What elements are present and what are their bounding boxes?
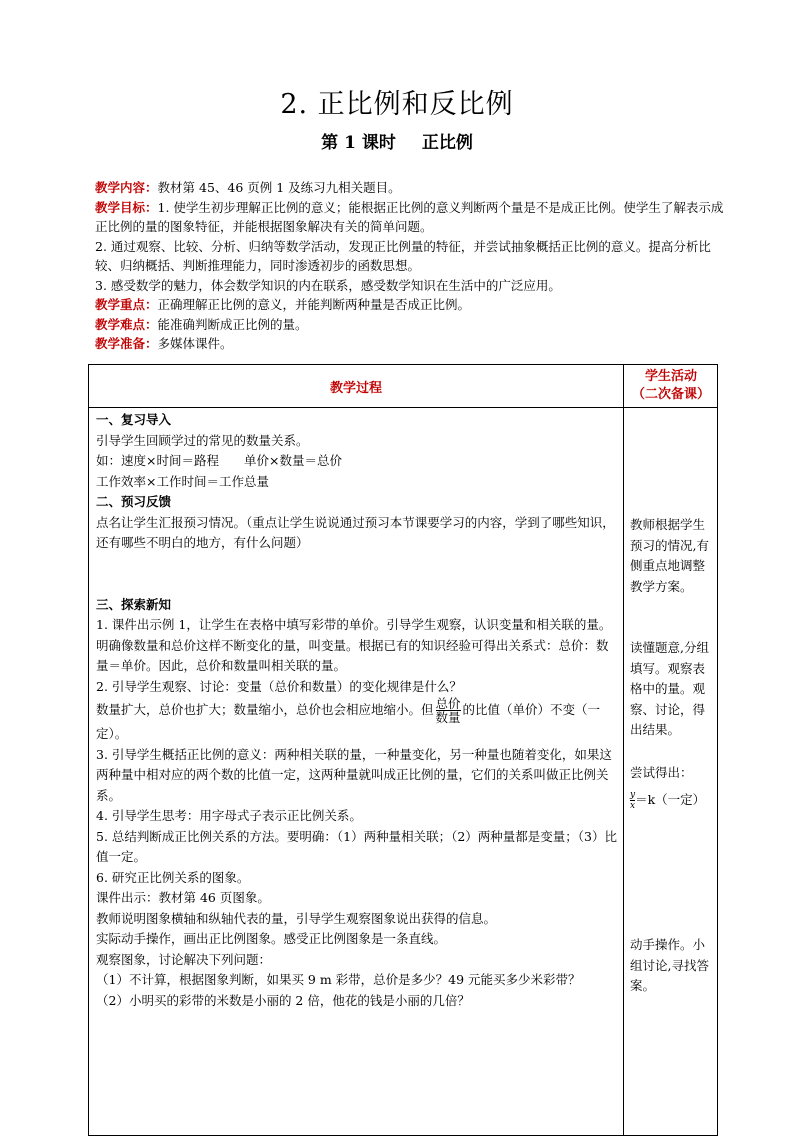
content-text: 教材第 45、46 页例 1 及练习九相关题目。 <box>157 180 401 195</box>
goal-1: 1. 使学生初步理解正比例的意义；能根据正比例的意义判断两个量是不是成正比例。使学生了解表示成正比例的量的图象特征，并能根据图象解决有关的简单问题。 <box>95 199 724 234</box>
explore-step-9: 实际动手操作，画出正比例图象。感受正比例图象是一条直线。 <box>96 931 447 946</box>
column-divider <box>623 365 624 1135</box>
key-label: 教学重点： <box>95 297 158 312</box>
review-line-3: 工作效率×工作时间＝工作总量 <box>96 473 269 489</box>
explore-step-4: 4. 引导学生思考：用字母式子表示正比例关系。 <box>96 808 362 823</box>
header-activity <box>624 368 718 404</box>
explore-step-1: 1. 课件出示例 1，让学生在表格中填写彩带的单价。引导学生观察，认识变量和相关联的量。 明确像数量和总价这样不断变化的量，叫变量。根据已有的知识经验可得出关系式：总价：数量＝单价。因此，总价和数量叫相关联的量。 <box>96 617 612 673</box>
explore-step-7: 课件出示：教材第 46 页图象。 <box>96 890 270 905</box>
content-label: 教学内容： <box>95 180 158 195</box>
activity-note-1: 教师根据学生预习的情况,有侧重点地调整教学方案。 <box>630 517 709 594</box>
process-column <box>96 410 618 1011</box>
prep-label: 教学准备： <box>95 336 158 351</box>
explore-step-5: 5. 总结判断成正比例关系的方法。要明确：（1）两种量相关联；（2）两种量都是变量；（3）比值一定。 <box>96 828 618 864</box>
difficulty-text: 能准确判断成正比例的量。 <box>157 316 308 332</box>
goal-label: 教学目标： <box>95 199 158 215</box>
formula-rest: ＝k（一定） <box>635 791 706 807</box>
prep-text: 多媒体课件。 <box>157 336 233 351</box>
price-quantity-fraction <box>436 697 461 724</box>
header-activity-line2: （二次备课） <box>631 387 710 402</box>
spacer <box>96 554 618 595</box>
review-line-1: 引导学生回顾学过的常见的数量关系。 <box>96 432 309 448</box>
formula-numerator: y <box>630 789 636 800</box>
section-explore-title: 三、探索新知 <box>96 596 172 612</box>
lesson-number: 第 1 课时 <box>321 133 396 153</box>
ratio-formula <box>630 790 714 811</box>
difficulty-label: 教学难点： <box>95 316 158 332</box>
explore-step-2b <box>96 697 618 745</box>
explore-step-6: 6. 研究正比例关系的图象。 <box>96 869 250 885</box>
attempt-label: 尝试得出： <box>630 765 693 780</box>
section-preview-title: 二、预习反馈 <box>96 494 172 509</box>
section-review-title: 一、复习导入 <box>96 412 172 427</box>
fraction-denominator: 数量 <box>435 710 461 725</box>
goal-2: 2. 通过观察、比较、分析、归纳等数学活动，发现正比例量的特征，并尝试抽象概括正比例的意义。提高分析比较、归纳概括、判断推理能力，同时渗透初步的函数思想。 <box>95 238 711 273</box>
explore-step-10: 观察图象，讨论解决下列问题： <box>96 951 272 967</box>
review-line-2: 如：速度×时间＝路程 单价×数量＝总价 <box>96 453 342 468</box>
explore-step-2: 2. 引导学生观察、讨论：变量（总价和数量）的变化规律是什么？ <box>96 678 462 694</box>
goal-3: 3. 感受数学的魅力，体会数学知识的内在联系，感受数学知识在生活中的广泛应用。 <box>95 277 561 293</box>
lesson-topic: 正比例 <box>421 133 473 153</box>
activity-note-4: 动手操作。小组讨论,寻找答案。 <box>630 937 709 993</box>
question-1: （1）不计算，根据图象判断，如果买 9 m 彩带，总价是多少？49 元能买多少米彩带？ <box>96 972 581 987</box>
lesson-intro <box>95 178 725 354</box>
lesson-subtitle <box>0 128 794 153</box>
fraction-numerator: 总价 <box>435 696 461 711</box>
activity-note-2: 读懂题意,分组填写。观察表格中的量。观察、讨论，得出结果。 <box>630 640 709 737</box>
lesson-table <box>88 364 718 1136</box>
preview-text: 点名让学生汇报预习情况。（重点让学生说说通过预习本节课要学习的内容，学到了哪些知识，还有哪些不明白的地方，有什么问题） <box>96 514 615 550</box>
step-2b-post: 的比值（单价）不变（一定）。 <box>96 702 601 741</box>
explore-step-3: 3. 引导学生概括正比例的意义：两种相关联的量，一种量变化，另一种量也随着变化，如果这两种量中相对应的两个数的比值一定，这两种量就叫成正比例的量，它们的关系叫做正比例关系。 <box>96 746 612 803</box>
key-text: 正确理解正比例的意义，并能判断两种量是否成正比例。 <box>157 297 471 312</box>
explore-step-8: 教师说明图象横轴和纵轴代表的量，引导学生观察图象说出获得的信息。 <box>96 910 497 926</box>
question-2: （2）小明买的彩带的米数是小丽的 2 倍，他花的钱是小丽的几倍？ <box>96 992 470 1008</box>
formula-denominator: x <box>630 800 636 811</box>
activity-note-3 <box>630 763 714 811</box>
document-title: 2. 正比例和反比例 <box>280 89 514 120</box>
header-activity-line1: 学生活动 <box>644 369 697 384</box>
header-process: 教学过程 <box>329 381 382 396</box>
step-2b-pre: 数量扩大，总价也扩大；数量缩小，总价也会相应地缩小。但 <box>96 702 434 717</box>
